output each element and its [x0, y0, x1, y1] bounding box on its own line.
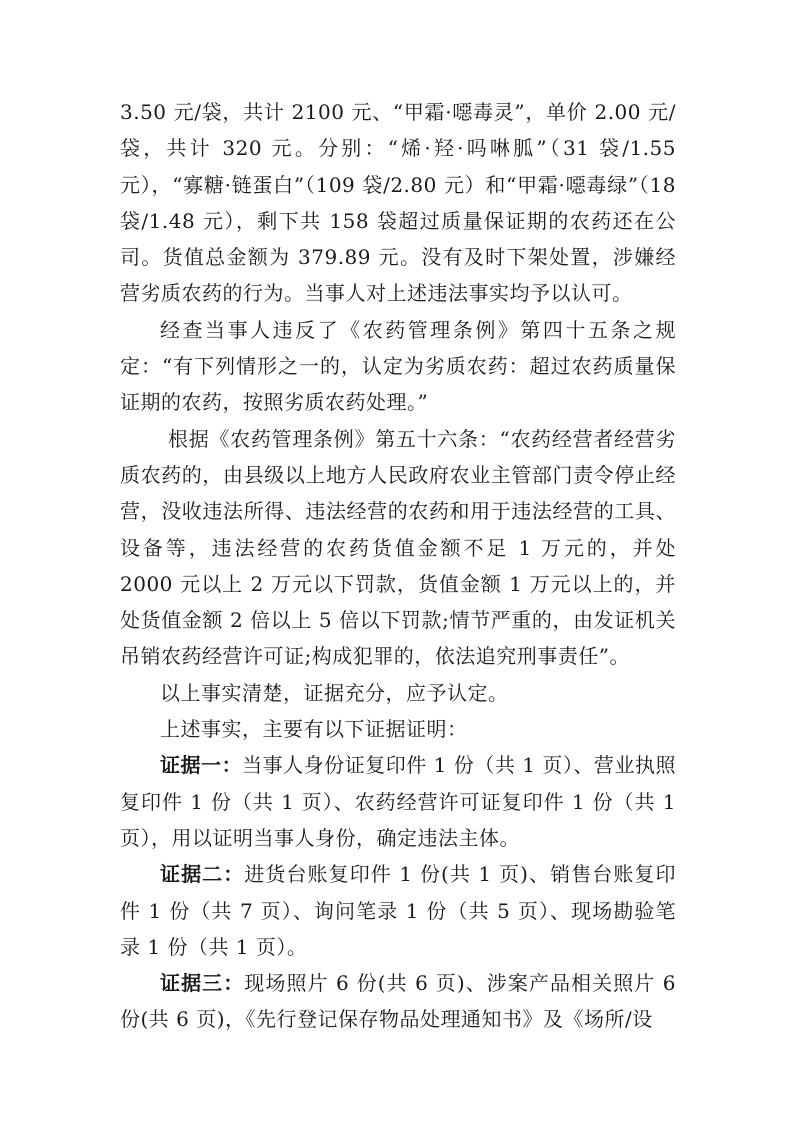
evidence-1-label: 证据一：: [160, 753, 243, 778]
paragraph-facts-confirmed: 以上事实清楚，证据充分，应予认定。: [160, 680, 509, 705]
paragraph-evidence-1: [120, 747, 676, 856]
paragraph-facts-continued: 3.50 元/袋，共计 2100 元、“甲霜·噁毒灵”，单价 2.00 元/袋，共计 320 元。分别：“烯·羟·吗啉胍”（31 袋/1.55 元），“寡糖·链蛋白”（109 袋/2.80 元）和“甲霜·噁毒绿”（18 袋/1.48 元），剩下共 158 袋超过质量保证期的农药还在公司。货值总金额为 379.89 元。没有及时下架处置，涉嫌经营劣质农药的行为。当事人对上述违法事实均予以认可。: [120, 100, 676, 306]
evidence-3-label: 证据三：: [160, 971, 245, 996]
evidence-2-label: 证据二：: [160, 862, 245, 887]
paragraph-evidence-intro: 上述事实，主要有以下证据证明：: [160, 717, 468, 742]
paragraph-evidence-2: [120, 856, 676, 965]
paragraph-evidence-3: [120, 965, 676, 1038]
document-body: [120, 94, 676, 1038]
evidence-1-text: 当事人身份证复印件 1 份（共 1 页）、营业执照复印件 1 份（共 1 页）、农药经营许可证复印件 1 份（共 1 页），用以证明当事人身份，确定违法主体。: [120, 753, 676, 850]
paragraph-legal-basis: 根据《农药管理条例》第五十六条：“农药经营者经营劣质农药的，由县级以上地方人民政府农业主管部门责令停止经营，没收违法所得、违法经营的农药和用于违法经营的工具、设备等，违法经营的农药货值金额不足 1 万元的，并处 2000 元以上 2 万元以下罚款，货值金额 1 万元以上的，并处货值金额 2 倍以上 5 倍以下罚款;情节严重的，由发证机关吊销农药经营许可证;构成犯罪的，依法追究刑事责任”。: [120, 426, 676, 669]
evidence-3-text: 现场照片 6 份(共 6 页)、涉案产品相关照片 6 份(共 6 页)，《先行登记保存物品处理通知书》及《场所/设: [120, 971, 677, 1032]
paragraph-violation: 经查当事人违反了《农药管理条例》第四十五条之规定：“有下列情形之一的，认定为劣质农药：超过农药质量保证期的农药，按照劣质农药处理。”: [120, 317, 676, 415]
evidence-2-text: 进货台账复印件 1 份(共 1 页)、销售台账复印件 1 份（共 7 页）、询问笔录 1 份（共 5 页）、现场勘验笔录 1 份（共 1 页）。: [120, 862, 677, 959]
